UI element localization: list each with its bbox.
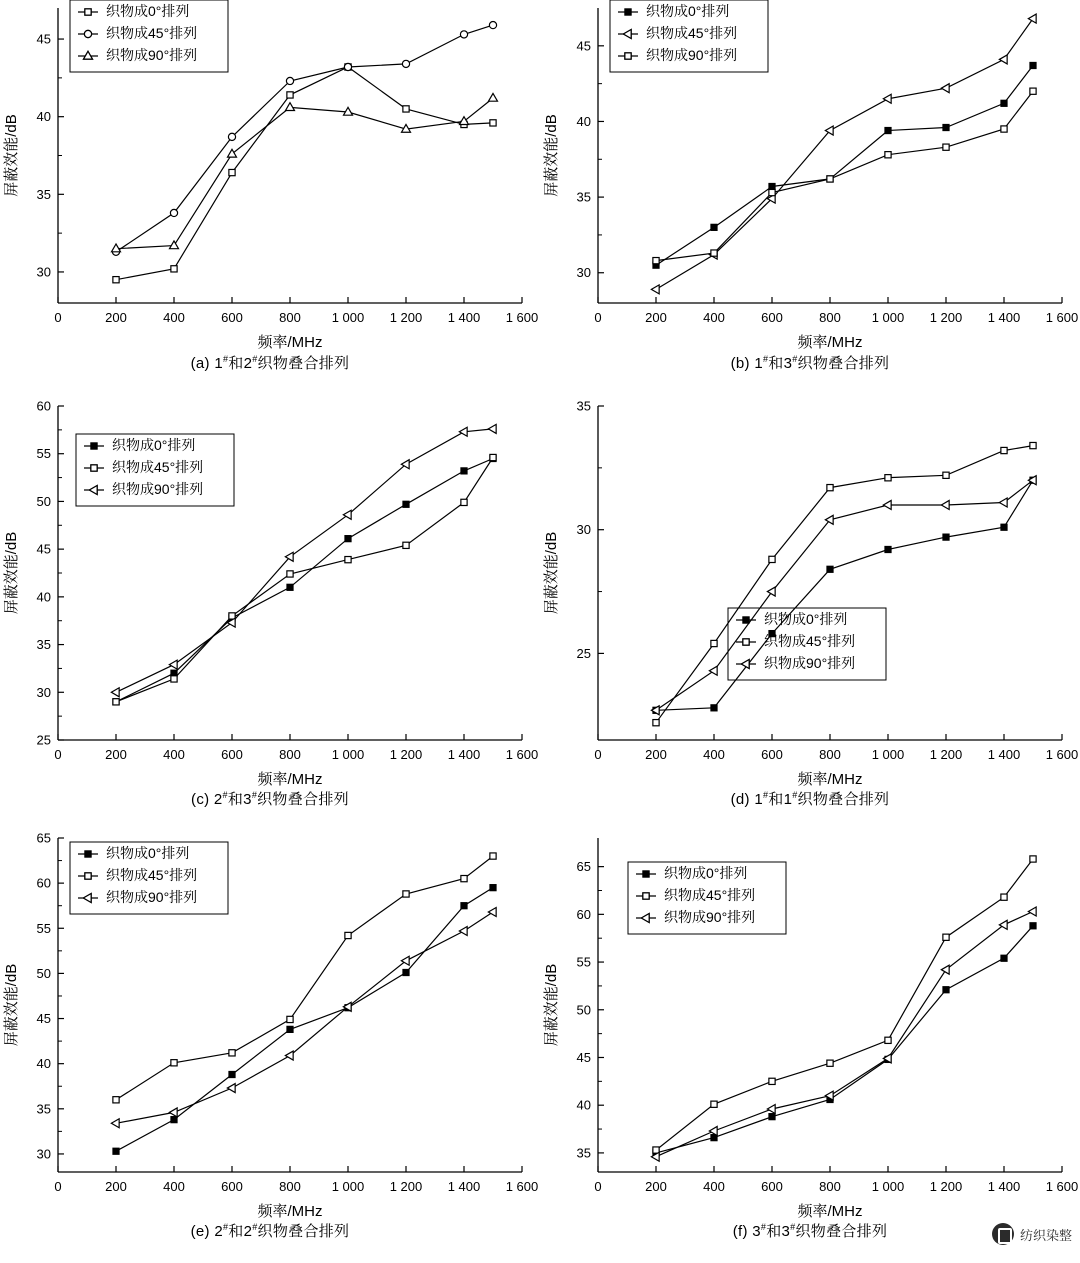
marker (171, 1117, 177, 1123)
marker (287, 1026, 293, 1032)
marker (403, 891, 409, 897)
marker (229, 1050, 235, 1056)
marker (711, 1101, 717, 1107)
marker (287, 571, 293, 577)
marker (113, 1097, 119, 1103)
y-tick-label: 35 (576, 398, 591, 414)
marker (943, 987, 949, 993)
legend (628, 862, 786, 934)
y-tick-label: 55 (576, 954, 591, 970)
y-tick-label: 50 (36, 493, 51, 509)
marker (84, 51, 93, 59)
y-tick-label: 50 (576, 1002, 591, 1018)
marker (709, 666, 717, 675)
series-2 (651, 476, 1036, 715)
marker (769, 556, 775, 562)
y-tick-label: 30 (576, 522, 591, 538)
marker (85, 873, 91, 879)
marker (651, 285, 659, 294)
marker (1030, 442, 1036, 448)
x-tick-label: 1 200 (389, 1179, 423, 1194)
y-tick-label: 40 (576, 113, 591, 129)
marker (490, 120, 496, 126)
x-axis-label: 频率/MHz (257, 334, 323, 351)
plot-b (540, 0, 1080, 355)
legend-label: 织物成45°排列 (764, 633, 856, 649)
x-tick-label: 0 (54, 1179, 62, 1194)
x-tick-label: 1 400 (447, 1179, 481, 1194)
x-tick-label: 800 (819, 747, 841, 762)
x-tick-label: 400 (703, 747, 725, 762)
legend-label: 织物成90°排列 (112, 481, 204, 497)
marker (170, 209, 177, 216)
marker (490, 454, 496, 460)
caption-e: (e) 2#和2#织物叠合排列 (190, 1222, 350, 1240)
plot-d (540, 392, 1080, 792)
marker (488, 908, 496, 917)
marker (1001, 447, 1007, 453)
marker (489, 93, 498, 101)
marker (91, 443, 97, 449)
marker (1001, 524, 1007, 530)
y-tick-label: 40 (36, 109, 51, 125)
marker (827, 1060, 833, 1066)
y-tick-label: 60 (36, 398, 51, 414)
series-line (656, 446, 1033, 723)
series-line (656, 480, 1033, 710)
legend-label: 织物成45°排列 (106, 867, 198, 883)
series-0 (113, 885, 496, 1155)
marker (402, 60, 409, 67)
marker (827, 176, 833, 182)
y-tick-label: 45 (36, 541, 51, 557)
series-0 (653, 62, 1036, 268)
series-1 (653, 442, 1036, 725)
y-tick-label: 35 (576, 1145, 591, 1161)
marker (285, 1051, 293, 1060)
x-tick-label: 1 000 (871, 747, 905, 762)
marker (459, 427, 467, 436)
x-tick-label: 1 200 (929, 310, 963, 325)
caption-f: (f) 3#和3#织物叠合排列 (732, 1222, 888, 1240)
marker (287, 92, 293, 98)
y-tick-label: 55 (36, 446, 51, 462)
marker (885, 127, 891, 133)
x-tick-label: 0 (54, 310, 62, 325)
x-tick-label: 1 000 (871, 310, 905, 325)
series-line (656, 926, 1033, 1153)
legend-label: 织物成0°排列 (106, 3, 190, 19)
chart-panel-f (540, 824, 1080, 1263)
x-tick-label: 800 (819, 1179, 841, 1194)
marker (286, 103, 295, 111)
plot-a (0, 0, 540, 355)
marker (403, 969, 409, 975)
legend (76, 434, 234, 506)
x-tick-label: 1 200 (389, 310, 423, 325)
x-tick-label: 0 (594, 1179, 602, 1194)
series-line (656, 912, 1033, 1157)
x-tick-label: 200 (105, 310, 127, 325)
marker (227, 1084, 235, 1093)
marker (403, 106, 409, 112)
marker (1028, 14, 1036, 23)
marker (460, 31, 467, 38)
watermark-label: 纺织染整 (1019, 1227, 1072, 1243)
marker (113, 1148, 119, 1154)
legend-label: 织物成90°排列 (106, 889, 198, 905)
y-tick-label: 35 (36, 1101, 51, 1117)
y-tick-label: 65 (36, 830, 51, 846)
marker (345, 932, 351, 938)
x-tick-label: 400 (163, 1179, 185, 1194)
x-tick-label: 1 200 (929, 1179, 963, 1194)
legend-label: 织物成0°排列 (112, 437, 196, 453)
x-tick-label: 1 600 (505, 310, 539, 325)
legend (610, 0, 768, 72)
series-2 (651, 907, 1036, 1161)
y-tick-label: 50 (36, 965, 51, 981)
legend (70, 0, 228, 72)
x-tick-label: 0 (54, 747, 62, 762)
x-tick-label: 800 (279, 310, 301, 325)
marker (1001, 126, 1007, 132)
caption-a: (a) 1#和2#织物叠合排列 (190, 354, 350, 372)
y-tick-label: 45 (576, 38, 591, 54)
chart-panel-c (0, 392, 540, 822)
legend (70, 842, 228, 914)
marker (883, 94, 891, 103)
marker (85, 9, 91, 15)
legend-label: 织物成0°排列 (764, 611, 848, 627)
legend-label: 织物成0°排列 (106, 845, 190, 861)
marker (170, 241, 179, 249)
marker (287, 1016, 293, 1022)
marker (999, 498, 1007, 507)
x-tick-label: 1 000 (331, 310, 365, 325)
x-tick-label: 600 (221, 1179, 243, 1194)
marker (490, 885, 496, 891)
marker (111, 1119, 119, 1128)
x-axis-label: 频率/MHz (797, 1203, 863, 1220)
x-tick-label: 1 400 (447, 747, 481, 762)
plot-e (0, 824, 540, 1224)
legend-label: 织物成0°排列 (646, 3, 730, 19)
marker (827, 485, 833, 491)
marker (943, 472, 949, 478)
marker (1001, 894, 1007, 900)
caption-b: (b) 1#和3#织物叠合排列 (730, 354, 890, 372)
watermark (992, 1223, 1072, 1245)
marker (287, 584, 293, 590)
legend-label: 织物成90°排列 (106, 47, 198, 63)
marker (941, 500, 949, 509)
legend-label: 织物成45°排列 (106, 25, 198, 41)
y-tick-label: 45 (36, 1011, 51, 1027)
y-axis-label: 屏蔽效能/dB (3, 114, 20, 197)
y-tick-label: 35 (576, 189, 591, 205)
marker (941, 84, 949, 93)
marker (769, 1114, 775, 1120)
series-0 (113, 64, 496, 283)
legend-label: 织物成45°排列 (112, 459, 204, 475)
x-tick-label: 200 (645, 747, 667, 762)
marker (743, 639, 749, 645)
marker (769, 1078, 775, 1084)
marker (286, 77, 293, 84)
y-tick-label: 65 (576, 859, 591, 875)
marker (641, 914, 649, 923)
marker (885, 546, 891, 552)
y-tick-label: 55 (36, 920, 51, 936)
legend-label: 织物成0°排列 (664, 865, 748, 881)
x-tick-label: 800 (279, 747, 301, 762)
x-axis-label: 频率/MHz (797, 334, 863, 351)
y-tick-label: 40 (36, 1056, 51, 1072)
series-0 (653, 923, 1036, 1156)
x-tick-label: 0 (594, 310, 602, 325)
x-tick-label: 600 (221, 310, 243, 325)
x-tick-label: 1 600 (1045, 310, 1079, 325)
marker (1030, 856, 1036, 862)
y-tick-label: 25 (576, 645, 591, 661)
marker (1030, 923, 1036, 929)
x-tick-label: 800 (279, 1179, 301, 1194)
marker (1001, 100, 1007, 106)
marker (943, 534, 949, 540)
x-tick-label: 1 200 (389, 747, 423, 762)
x-tick-label: 1 600 (505, 1179, 539, 1194)
x-tick-label: 400 (163, 310, 185, 325)
marker (711, 224, 717, 230)
y-tick-label: 30 (36, 684, 51, 700)
marker (403, 542, 409, 548)
legend-label: 织物成45°排列 (646, 25, 738, 41)
marker (885, 1037, 891, 1043)
x-tick-label: 1 200 (929, 747, 963, 762)
marker (345, 557, 351, 563)
x-tick-label: 1 400 (987, 747, 1021, 762)
y-tick-label: 30 (36, 264, 51, 280)
chart-panel-b (540, 0, 1080, 390)
series-0 (653, 477, 1036, 713)
marker (1030, 62, 1036, 68)
x-tick-label: 200 (645, 310, 667, 325)
series-line (656, 480, 1033, 710)
marker (1001, 955, 1007, 961)
marker (171, 266, 177, 272)
marker (883, 500, 891, 509)
marker (711, 640, 717, 646)
x-tick-label: 200 (105, 747, 127, 762)
x-tick-label: 600 (761, 1179, 783, 1194)
y-axis-label: 屏蔽效能/dB (543, 114, 560, 197)
legend-label: 织物成90°排列 (646, 47, 738, 63)
marker (885, 475, 891, 481)
y-tick-label: 45 (576, 1049, 591, 1065)
y-tick-label: 35 (36, 637, 51, 653)
marker (460, 117, 469, 125)
marker (653, 720, 659, 726)
y-tick-label: 25 (36, 732, 51, 748)
y-tick-label: 30 (36, 1146, 51, 1162)
x-axis-label: 频率/MHz (257, 1203, 323, 1220)
marker (461, 903, 467, 909)
series-line (116, 912, 493, 1123)
legend-label: 织物成90°排列 (764, 655, 856, 671)
marker (885, 152, 891, 158)
marker (345, 536, 351, 542)
plot-f (540, 824, 1080, 1224)
series-2 (112, 93, 498, 251)
y-tick-label: 60 (576, 906, 591, 922)
marker (767, 587, 775, 596)
series-2 (111, 908, 496, 1128)
marker (461, 499, 467, 505)
y-tick-label: 60 (36, 875, 51, 891)
y-axis-label: 屏蔽效能/dB (543, 531, 560, 615)
marker (461, 468, 467, 474)
marker (1030, 88, 1036, 94)
marker (943, 144, 949, 150)
marker (171, 676, 177, 682)
legend-label: 织物成90°排列 (664, 909, 756, 925)
marker (113, 699, 119, 705)
x-tick-label: 400 (163, 747, 185, 762)
series-line (656, 66, 1033, 266)
x-tick-label: 1 400 (447, 310, 481, 325)
marker (653, 258, 659, 264)
marker (489, 21, 496, 28)
marker (643, 871, 649, 877)
x-tick-label: 1 600 (505, 747, 539, 762)
marker (229, 1071, 235, 1077)
y-tick-label: 30 (576, 265, 591, 281)
chart-panel-d (540, 392, 1080, 822)
y-tick-label: 35 (36, 186, 51, 202)
x-tick-label: 400 (703, 1179, 725, 1194)
x-axis-label: 频率/MHz (257, 771, 323, 788)
x-tick-label: 800 (819, 310, 841, 325)
marker (767, 1105, 775, 1114)
marker (743, 617, 749, 623)
y-tick-label: 40 (36, 589, 51, 605)
y-tick-label: 40 (576, 1097, 591, 1113)
marker (625, 9, 631, 15)
x-tick-label: 600 (221, 747, 243, 762)
marker (85, 851, 91, 857)
y-axis-label: 屏蔽效能/dB (3, 963, 20, 1047)
marker (711, 705, 717, 711)
marker (625, 53, 631, 59)
marker (111, 688, 119, 697)
marker (825, 515, 833, 524)
marker (229, 169, 235, 175)
x-axis-label: 频率/MHz (797, 771, 863, 788)
marker (488, 424, 496, 433)
marker (943, 934, 949, 940)
series-line (656, 91, 1033, 260)
legend-label: 织物成45°排列 (664, 887, 756, 903)
marker (84, 30, 91, 37)
marker (169, 660, 177, 669)
marker (169, 1108, 177, 1117)
marker (623, 30, 631, 39)
marker (827, 566, 833, 572)
marker (91, 465, 97, 471)
x-tick-label: 1 400 (987, 310, 1021, 325)
x-tick-label: 600 (761, 310, 783, 325)
x-tick-label: 1 400 (987, 1179, 1021, 1194)
marker (228, 133, 235, 140)
marker (769, 183, 775, 189)
x-tick-label: 1 000 (871, 1179, 905, 1194)
marker (344, 63, 351, 70)
marker (943, 124, 949, 130)
marker (171, 1060, 177, 1066)
marker (459, 926, 467, 935)
chart-panel-e (0, 824, 540, 1263)
marker (769, 189, 775, 195)
chart-panel-a (0, 0, 540, 390)
watermark-logo-icon (992, 1223, 1014, 1245)
marker (1028, 907, 1036, 916)
y-axis-label: 屏蔽效能/dB (3, 531, 20, 615)
y-tick-label: 45 (36, 31, 51, 47)
marker (112, 244, 121, 252)
x-tick-label: 200 (645, 1179, 667, 1194)
x-tick-label: 1 600 (1045, 1179, 1079, 1194)
x-tick-label: 600 (761, 747, 783, 762)
marker (490, 853, 496, 859)
y-axis-label: 屏蔽效能/dB (543, 963, 560, 1047)
marker (643, 893, 649, 899)
marker (461, 875, 467, 881)
x-tick-label: 1 000 (331, 1179, 365, 1194)
caption-c: (c) 2#和3#织物叠合排列 (191, 790, 349, 808)
plot-c (0, 392, 540, 792)
marker (999, 55, 1007, 64)
series-line (116, 98, 493, 249)
x-tick-label: 1 600 (1045, 747, 1079, 762)
x-tick-label: 0 (594, 747, 602, 762)
x-tick-label: 400 (703, 310, 725, 325)
marker (113, 277, 119, 283)
marker (403, 501, 409, 507)
caption-d: (d) 1#和1#织物叠合排列 (730, 790, 890, 808)
marker (941, 965, 949, 974)
marker (89, 486, 97, 495)
x-tick-label: 1 000 (331, 747, 365, 762)
marker (83, 894, 91, 903)
marker (711, 250, 717, 256)
x-tick-label: 200 (105, 1179, 127, 1194)
marker (228, 149, 237, 157)
